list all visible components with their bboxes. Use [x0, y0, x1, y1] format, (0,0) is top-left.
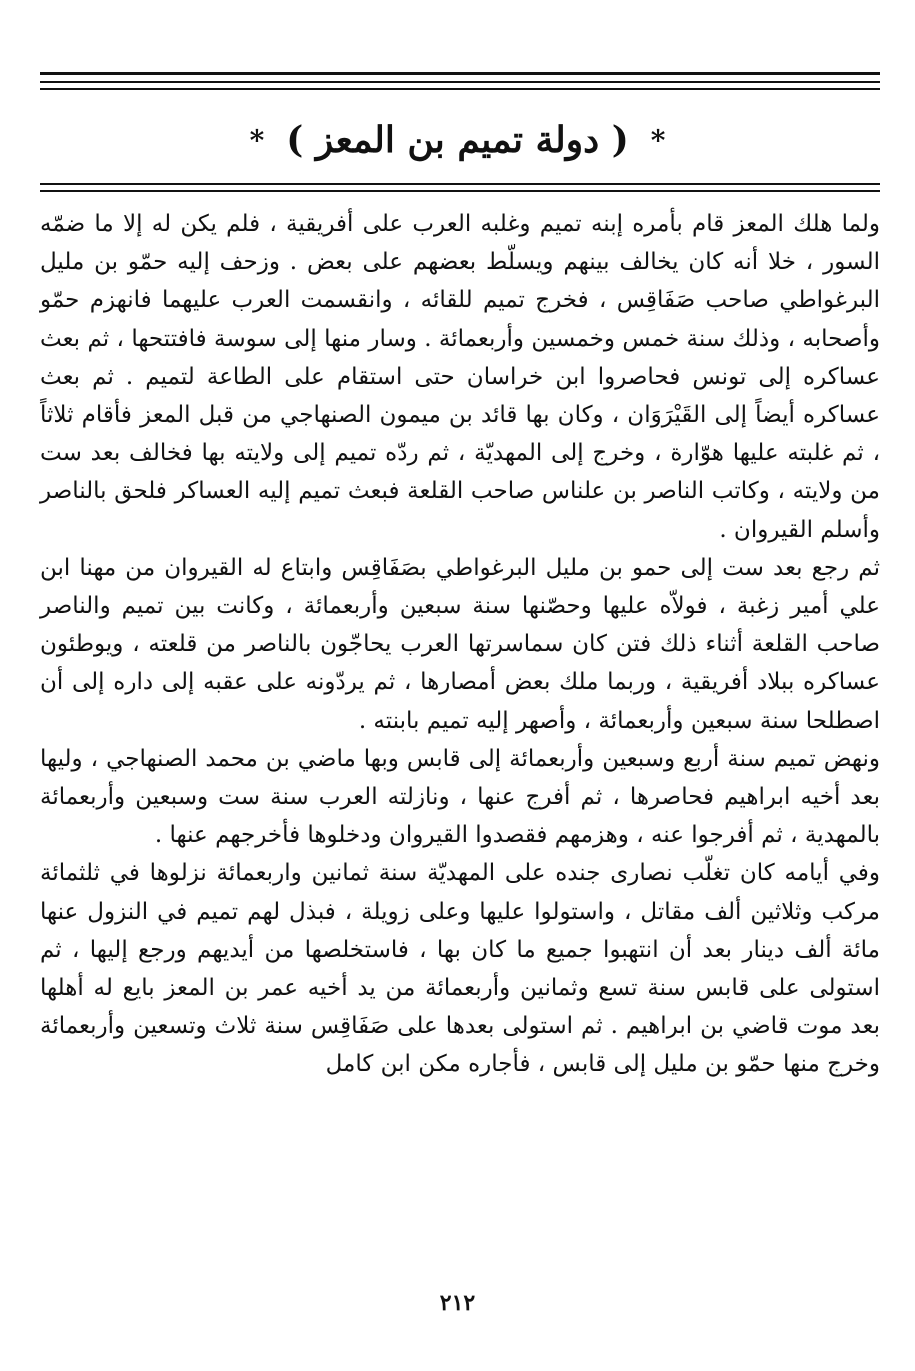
paragraph: وفي أيامه كان تغلّب نصارى جنده على المهديّة سنة ثمانين واربعمائة نزلوها في ثلثمائة مركب وثلاثين ألف مقاتل ، واستولوا عليها وعلى زويلة ، فبذل لهم تميم في النزول عنها مائة ألف دينار بعد أن انتهبوا جميع ما كان بها ، فاستخلصها من أيديهم ورجع إليها ، ثم استولى على قابس سنة تسع وثمانين وأربعمائة من يد أخيه عمر بن المعز بايع له أهلها بعد موت قاضي بن ابراهيم . ثم استولى بعدها على صَفَاقِس سنة ثلاث وتسعين وأربعمائة وخرج منها حمّو بن مليل إلى قابس ، فأجاره مكن ابن كامل [40, 860, 880, 1078]
paragraph: ولما هلك المعز قام بأمره إبنه تميم وغلبه العرب على أفريقية ، فلم يكن له إلا ما ضمّه السور ، خلا أنه كان يخالف بينهم ويسلّط بعضهم على بعض . وزحف إليه حمّو بن مليل البرغواطي صاحب صَفَاقِس ، فخرج تميم للقائه ، وانقسمت العرب عليهما فانهزم حمّو وأصحابه ، وذلك سنة خمس وخمسين وأربعمائة . وسار منها إلى سوسة فافتتحها ، ثم بعث عساكره إلى تونس فحاصروا ابن خراسان حتى استقام على الطاعة لتميم . ثم بعث عساكره أيضاً إلى القَيْرَوَان ، وكان بها قائد بن ميمون الصنهاجي من قبل المعز فأقام ثلاثاً ، ثم غلبته عليها هوّارة ، وخرج إلى المهديّة ، ثم ردّه تميم إلى ولايته بها فخالف بعد ست من ولايته ، وكاتب الناصر بن علناس صاحب القلعة فبعث تميم إليه العساكر فلحق بالناصر وأسلم القيروان . [40, 211, 880, 543]
chapter-title [0, 110, 915, 170]
title-ornament-left: * [249, 123, 265, 157]
title-rule [40, 183, 880, 185]
top-rule [40, 72, 880, 75]
title-rule [40, 190, 880, 192]
title-ornament-right: * [650, 123, 666, 157]
top-rule [40, 81, 880, 83]
paragraph: ثم رجع بعد ست إلى حمو بن مليل البرغواطي بصَفَاقِس وابتاع له القيروان من مهنا ابن علي أمير زغبة ، فولاّه عليها وحصّنها سنة سبعين وأربعمائة ، وكانت بين تميم والناصر صاحب القلعة أثناء ذلك فتن كان سماسرتها العرب يحاجّون بالناصر من قلعته ، ويوطئون عساكره ببلاد أفريقية ، وربما ملك بعض أمصارها ، ثم يردّونه على عقبه إلى داره إلى أن اصطلحا سنة سبعين وأربعمائة ، وأصهر إليه تميم بابنته . [40, 554, 880, 734]
paragraph: ونهض تميم سنة أربع وسبعين وأربعمائة إلى قابس وبها ماضي بن محمد الصنهاجي ، وليها بعد أخيه ابراهيم فحاصرها ، ثم أفرج عنها ، ونازلته العرب سنة ست وسبعين وأربعمائة بالمهدية ، ثم أفرجوا عنه ، وهزمهم فقصدوا القيروان ودخلوها فأخرجهم عنها . [40, 745, 880, 849]
top-rule [40, 88, 880, 90]
page-number: ٢١٢ [439, 1290, 476, 1316]
chapter-title-text: ( دولة تميم بن المعز ) [286, 119, 629, 161]
body-text [40, 205, 880, 1084]
